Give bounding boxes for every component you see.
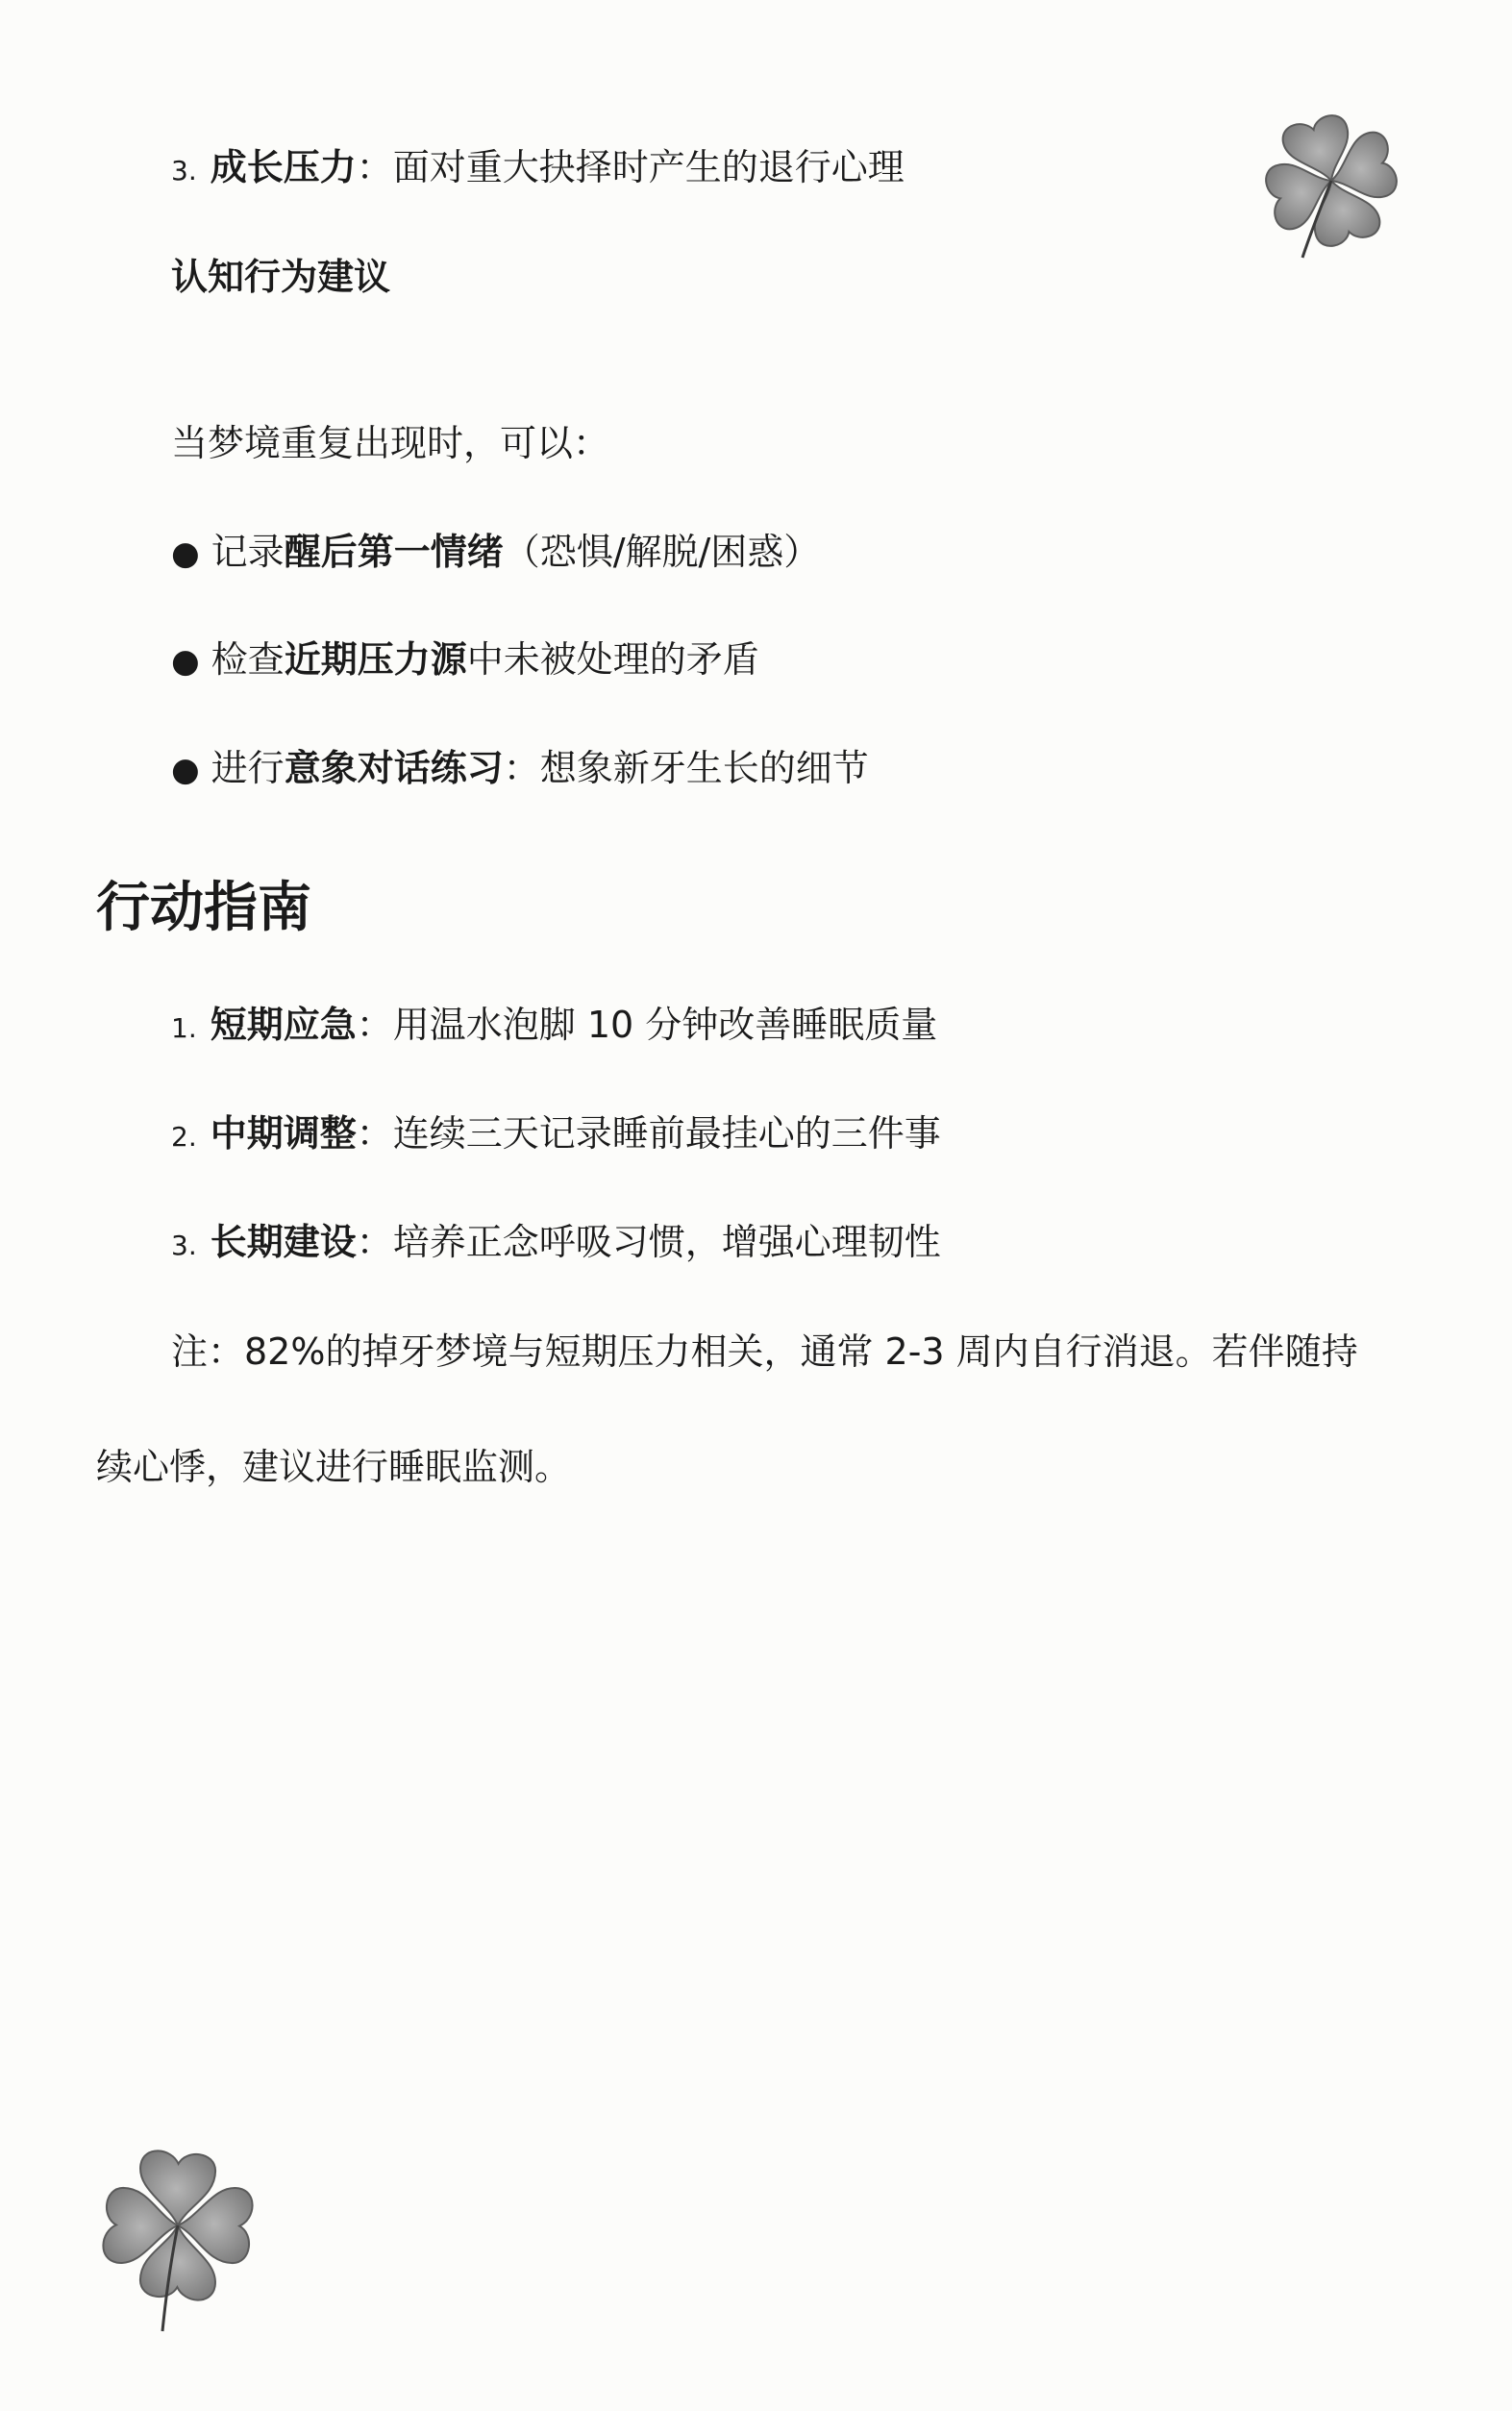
four-leaf-clover-icon (1254, 106, 1408, 264)
bullet-item: ● 进行意象对话练习：想象新牙生长的细节 (171, 747, 869, 789)
note-paragraph-continued: 续心悸，建议进行睡眠监测。 (96, 1446, 572, 1488)
note-paragraph: 注：82%的掉牙梦境与短期压力相关，通常 2-3 周内自行消退。若伴随持 (171, 1330, 1358, 1373)
four-leaf-clover-icon (87, 2139, 264, 2336)
section-heading: 行动指南 (96, 877, 311, 939)
bullet-item: ● 检查近期压力源中未被处理的矛盾 (171, 638, 759, 681)
section-subheading: 认知行为建议 (171, 256, 391, 298)
list-item: 3. 成长压力：面对重大抉择时产生的退行心理 (171, 146, 905, 188)
paragraph: 当梦境重复出现时，可以： (171, 422, 610, 464)
list-item: 3. 长期建设：培养正念呼吸习惯，增强心理韧性 (171, 1221, 941, 1263)
list-item: 2. 中期调整：连续三天记录睡前最挂心的三件事 (171, 1112, 941, 1155)
bullet-item: ● 记录醒后第一情绪（恐惧/解脱/困惑） (171, 531, 821, 573)
list-item: 1. 短期应急：用温水泡脚 10 分钟改善睡眠质量 (171, 1004, 938, 1046)
